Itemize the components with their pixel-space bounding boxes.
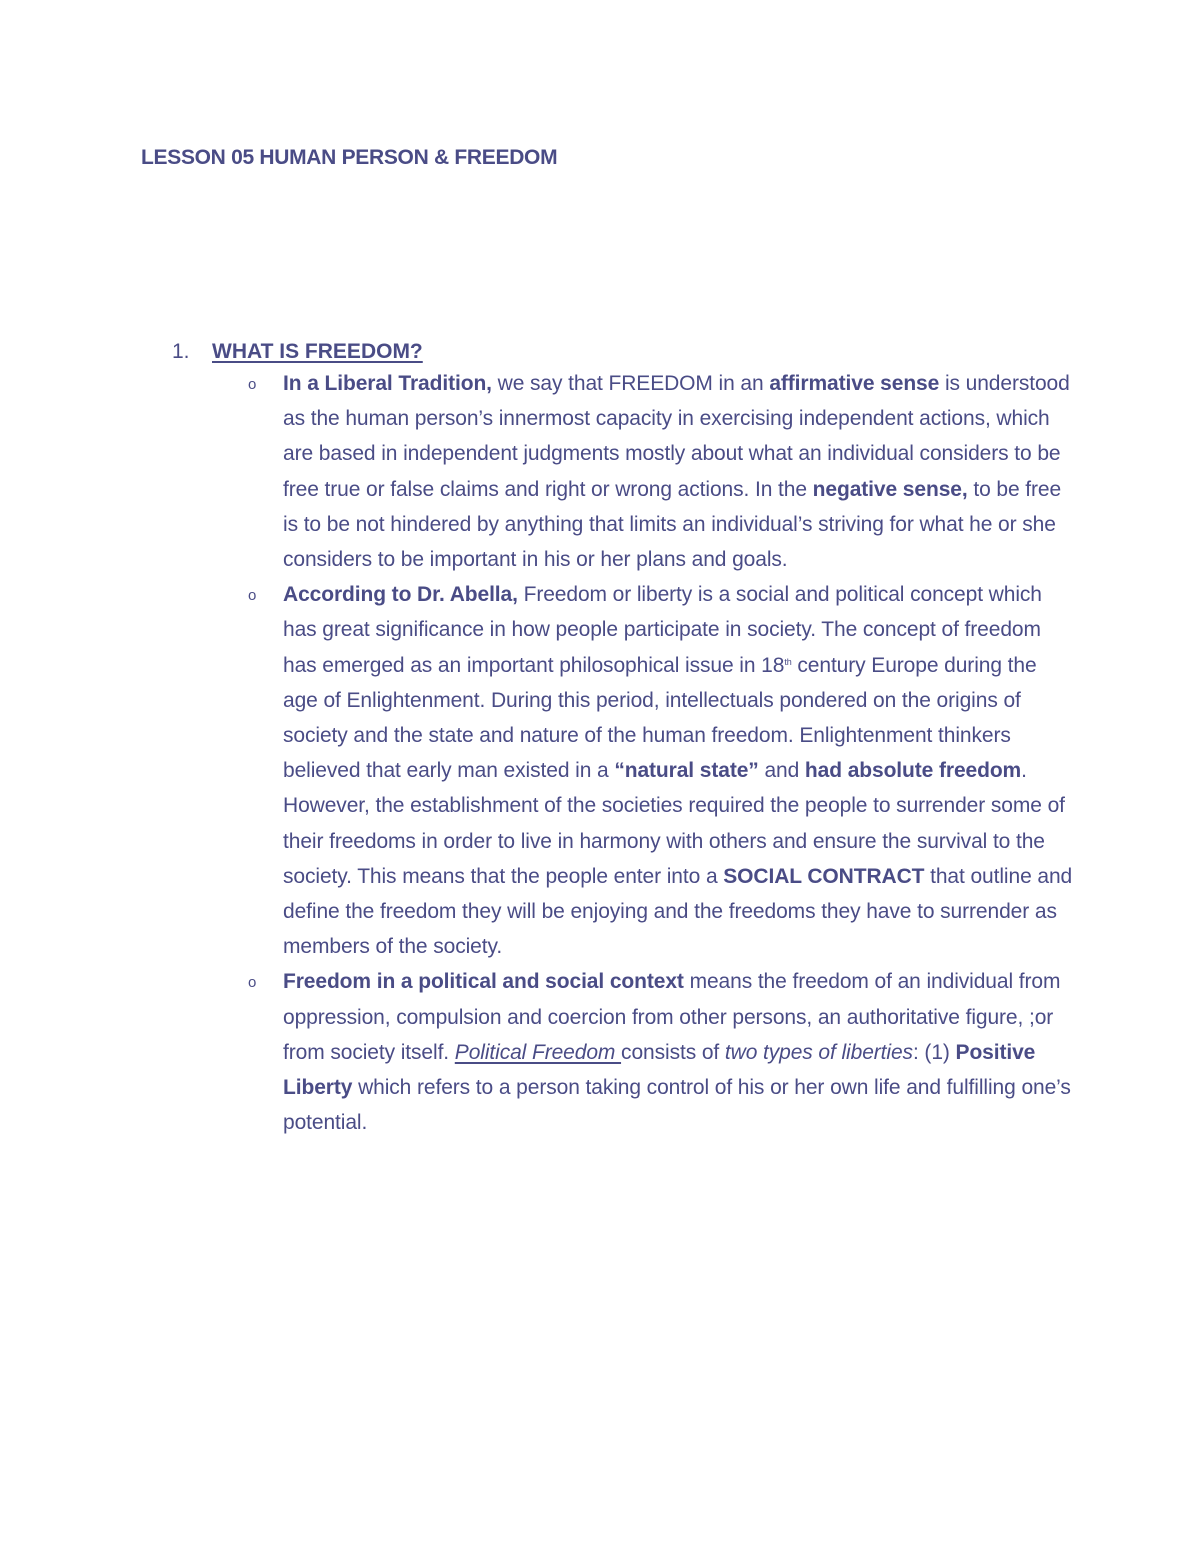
bullet-text: and xyxy=(758,759,805,783)
section-heading xyxy=(172,334,423,369)
bold-term: affirmative sense xyxy=(769,372,940,395)
bold-term: Positive Liberty xyxy=(283,1040,1036,1100)
bullet-text: to be free is to be not hindered by anything that limits an individual’s striving for what he or she considers to be important in his or her plans and goals. xyxy=(283,477,1062,572)
bold-term: SOCIAL CONTRACT xyxy=(723,864,925,888)
bullet-text: is understood as the human person’s innermost capacity in exercising independent actions, which are based in independent judgments mostly about what an individual considers to be free true or false claims and right or wrong actions. In the xyxy=(283,372,1070,501)
bullet-marker: o xyxy=(248,587,257,605)
bullet-lead: According to Dr. Abella, xyxy=(283,583,518,607)
bullet-liberal-tradition xyxy=(248,366,1073,577)
bullet-lead: Freedom in a political and social context xyxy=(283,970,684,994)
bullet-text: century Europe during the age of Enlightenment. During this period, intellectuals pondered on the origins of society and the state and nature of the human freedom. Enlightenment thinkers believed that early man existed in a xyxy=(283,653,1037,783)
section-heading-text: WHAT IS FREEDOM? xyxy=(212,340,423,363)
bullet-text: . However, the establishment of the societies required the people to surrender some of their freedoms in order to live in harmony with others and ensure the survival to the society. This means that the people enter into a xyxy=(283,759,1065,888)
bullet-text: Freedom or liberty is a social and political concept which has great significance in how people participate in society. The concept of freedom has emerged as an important philosophical issue in 18 xyxy=(283,583,1042,677)
bullet-text: which refers to a person taking control of his or her own life and fulfilling one’s potential. xyxy=(283,1076,1071,1135)
bullet-text: we say that FREEDOM in an xyxy=(491,372,770,395)
bullet-list xyxy=(248,366,1073,1140)
bullet-text: that outline and define the freedom they will be enjoying and the freedoms they have to surrender as members of the society. xyxy=(283,864,1073,959)
bullet-text: means the freedom of an individual from oppression, compulsion and coercion from other persons, an authoritative figure, ;or from society itself. xyxy=(283,970,1061,1064)
bold-term: negative sense, xyxy=(812,477,968,501)
underlined-term: Political Freedom xyxy=(454,1040,622,1064)
page-title: LESSON 05 HUMAN PERSON & FREEDOM xyxy=(141,146,558,169)
bullet-lead: In a Liberal Tradition, xyxy=(283,372,492,395)
bullet-text: consists of xyxy=(621,1040,725,1064)
bullet-dr-abella xyxy=(248,577,1073,964)
ordinal-superscript: th xyxy=(784,656,792,667)
section-number: 1. xyxy=(172,340,190,363)
bullet-political-social xyxy=(248,964,1073,1140)
bold-term: had absolute freedom xyxy=(804,759,1022,783)
bullet-marker: o xyxy=(248,376,257,393)
bullet-marker: o xyxy=(248,974,257,992)
bullet-text: : (1) xyxy=(912,1040,956,1064)
bold-term: “natural state” xyxy=(614,759,759,783)
italic-term: two types of liberties xyxy=(724,1040,913,1064)
